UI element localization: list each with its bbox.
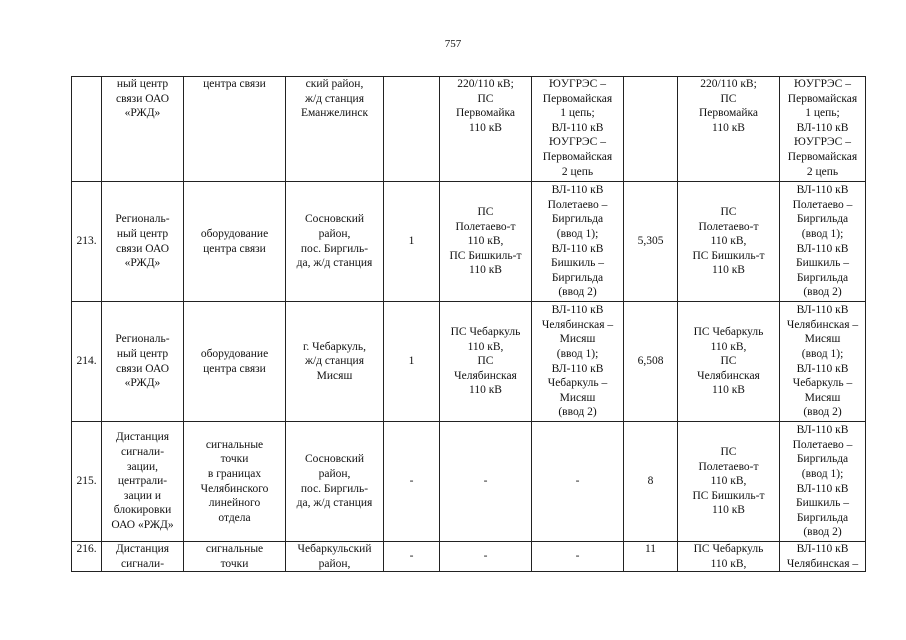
power-line-2-cell: ВЛ-110 кВ Полетаево – Биргильда (ввод 1); ВЛ-110 кВ Бишкиль – Биргильда (ввод 2) [780,422,866,542]
power-source-2-cell: 220/110 кВ; ПС Первомайка 110 кВ [678,77,780,182]
location-cell: Сосновский район, пос. Биргиль- да, ж/д станция [286,182,384,302]
power-value-cell [624,77,678,182]
power-line-2-cell: ВЛ-110 кВ Полетаево – Биргильда (ввод 1); ВЛ-110 кВ Бишкиль – Биргильда (ввод 2) [780,182,866,302]
power-source-cell: - [440,422,532,542]
row-number [72,77,102,182]
row-number: 215. [72,422,102,542]
power-line-2-cell: ВЛ-110 кВ Челябинская – [780,542,866,572]
power-source-cell: ПС Полетаево-т 110 кВ, ПС Бишкиль-т 110 кВ [440,182,532,302]
power-source-2-cell: ПС Полетаево-т 110 кВ, ПС Бишкиль-т 110 кВ [678,422,780,542]
location-cell: Чебаркульский район, [286,542,384,572]
table-row [72,542,866,572]
location-cell: ский район, ж/д станция Еманжелинск [286,77,384,182]
count-cell: 1 [384,182,440,302]
power-value-cell: 11 [624,542,678,572]
count-cell [384,77,440,182]
power-line-cell: - [532,542,624,572]
power-line-2-cell: ВЛ-110 кВ Челябинская – Мисяш (ввод 1); ВЛ-110 кВ Чебаркуль – Мисяш (ввод 2) [780,302,866,422]
document-table [71,76,866,572]
object-cell: сигнальные точки [184,542,286,572]
row-number: 214. [72,302,102,422]
organization-cell: Дистанция сигнали- [102,542,184,572]
object-cell: оборудование центра связи [184,302,286,422]
table-row [72,422,866,542]
organization-cell: Региональ- ный центр связи ОАО «РЖД» [102,302,184,422]
power-source-2-cell: ПС Чебаркуль 110 кВ, ПС Челябинская 110 кВ [678,302,780,422]
organization-cell: Региональ- ный центр связи ОАО «РЖД» [102,182,184,302]
power-line-cell: ЮУГРЭС – Первомайская 1 цепь; ВЛ-110 кВ ЮУГРЭС – Первомайская 2 цепь [532,77,624,182]
object-cell: сигнальные точки в границах Челябинского линейного отдела [184,422,286,542]
power-line-cell: - [532,422,624,542]
power-source-2-cell: ПС Чебаркуль 110 кВ, [678,542,780,572]
power-source-cell: 220/110 кВ; ПС Первомайка 110 кВ [440,77,532,182]
power-source-2-cell: ПС Полетаево-т 110 кВ, ПС Бишкиль-т 110 кВ [678,182,780,302]
power-source-cell: ПС Чебаркуль 110 кВ, ПС Челябинская 110 кВ [440,302,532,422]
object-cell: оборудование центра связи [184,182,286,302]
location-cell: Сосновский район, пос. Биргиль- да, ж/д станция [286,422,384,542]
count-cell: - [384,542,440,572]
row-number: 216. [72,542,102,572]
row-number: 213. [72,182,102,302]
power-line-cell: ВЛ-110 кВ Полетаево – Биргильда (ввод 1); ВЛ-110 кВ Бишкиль – Биргильда (ввод 2) [532,182,624,302]
location-cell: г. Чебаркуль, ж/д станция Мисяш [286,302,384,422]
table-row [72,77,866,182]
power-value-cell: 5,305 [624,182,678,302]
organization-cell: Дистанция сигнали- зации, централи- зации и блокировки ОАО «РЖД» [102,422,184,542]
power-value-cell: 6,508 [624,302,678,422]
organization-cell: ный центр связи ОАО «РЖД» [102,77,184,182]
power-line-2-cell: ЮУГРЭС – Первомайская 1 цепь; ВЛ-110 кВ ЮУГРЭС – Первомайская 2 цепь [780,77,866,182]
power-source-cell: - [440,542,532,572]
table-row [72,182,866,302]
object-cell: центра связи [184,77,286,182]
page-number: 757 [444,38,462,50]
count-cell: 1 [384,302,440,422]
power-line-cell: ВЛ-110 кВ Челябинская – Мисяш (ввод 1); ВЛ-110 кВ Чебаркуль – Мисяш (ввод 2) [532,302,624,422]
power-value-cell: 8 [624,422,678,542]
count-cell: - [384,422,440,542]
table-row [72,302,866,422]
